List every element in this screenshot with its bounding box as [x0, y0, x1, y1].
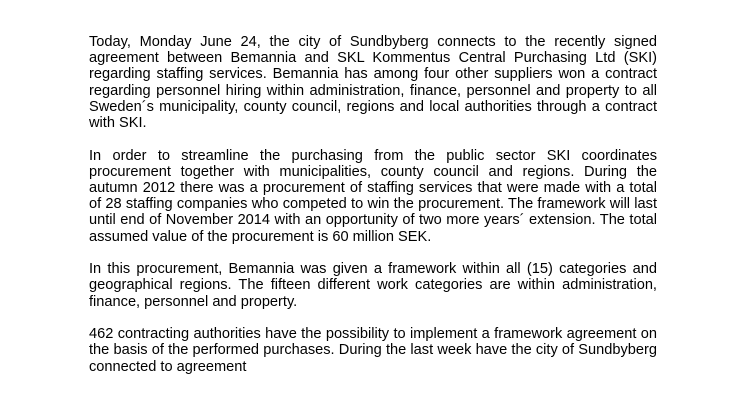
paragraph-framework-categories: In this procurement, Bemannia was given a framework within all (15) categories and geographical regions. The fifteen different work categories are within administration, finance, personnel and property.: [89, 261, 657, 310]
paragraph-contracting-authorities: 462 contracting authorities have the possibility to implement a framework agreement on the basis of the performed purchases. During the last week have the city of Sundbyberg connected to agreement: [89, 326, 657, 375]
paragraph-procurement-background: In order to streamline the purchasing from the public sector SKI coordinates procurement together with municipalities, county council and regions. During the autumn 2012 there was a procurement of staffing services that were made with a total of 28 staffing companies who competed to win the procurement. The framework will last until end of November 2014 with an opportunity of two more years´ extension. The total assumed value of the procurement is 60 million SEK.: [89, 147, 657, 245]
document-body: [89, 34, 657, 391]
paragraph-sundbyberg-agreement: Today, Monday June 24, the city of Sundbyberg connects to the recently signed agreement between Bemannia and SKL Kommentus Central Purchasing Ltd (SKI) regarding staffing services. Bemannia has among four other suppliers won a contract regarding personnel hiring within administration, finance, personnel and property to all Sweden´s municipality, county council, regions and local authorities through a contract with SKI.: [89, 34, 657, 132]
